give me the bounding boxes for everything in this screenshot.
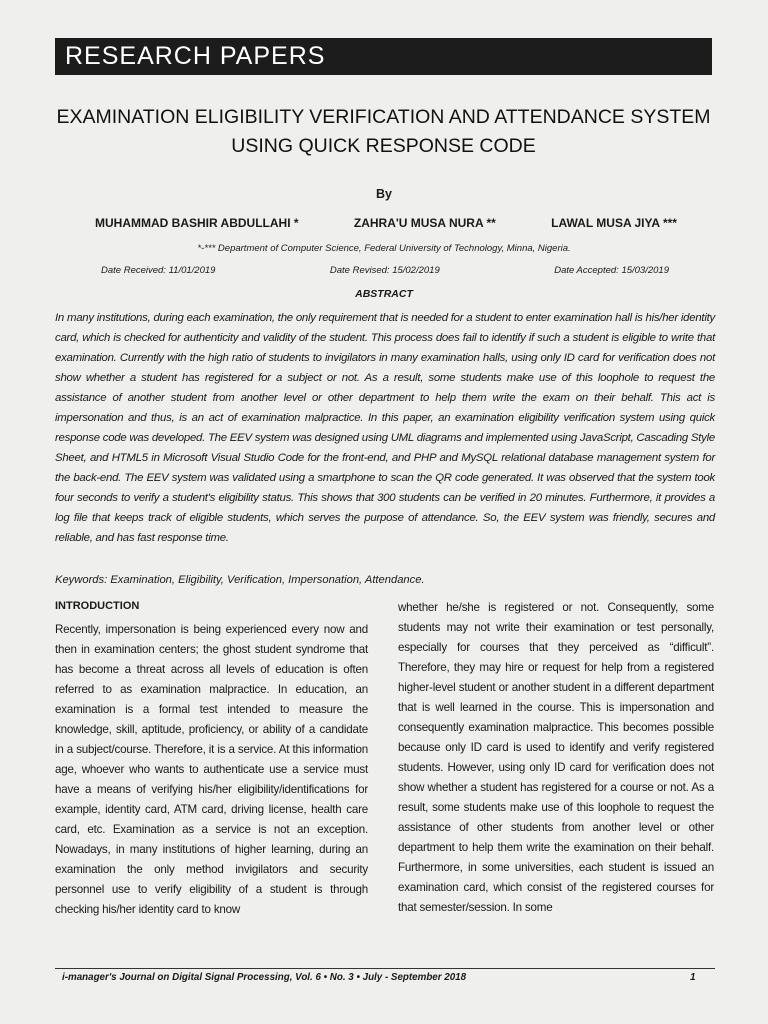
introduction-left-column: Recently, impersonation is being experienced every now and then in examination centers; the ghost student syndrome that has become a threat across all levels of education is often referred to as examination malpractice. In education, an examination is a formal test intended to measure the knowledge, skill, aptitude, proficiency, or ability of a candidate in a subject/course. Therefore, it is a service. At this information age, whoever who wants to authenticate use a service must have a means of verifying his/her eligibility/identifications for example, identity card, ATM card, driving license, health care card, etc. Examination as a service is not an exception. Nowadays, in many institutions of higher learning, during an examination the only method invigilators and security personnel use to verify eligibility of a student is through checking his/her identity card to know <box>55 623 368 916</box>
abstract-text: In many institutions, during each examination, the only requirement that is needed for a student to enter examination hall is his/her identity card, which is checked for authenticity and validity of the student. This process does fail to identify if such a student is eligible to write that examination. Currently with the high ratio of students to invigilators in many examination halls, using only ID card for verification does not show whether a student has registered for a subject or not. As a result, some students make use of this loophole to request the assistance of another student from another level or other department to help them write the exam on their behalf. This act is impersonation and thus, is an act of examination malpractice. In this paper, an examination eligibility verification system using quick response code was developed. The EEV system was designed using UML diagrams and implemented using JavaScript, Cascading Style Sheet, and HTML5 in Microsoft Visual Studio Code for the front-end, and PHP and MySQL relational database management system for the back-end. The EEV system was validated using a smartphone to scan the QR code generated. It was observed that the system took four seconds to verify a student's eligibility status. This shows that 300 students can be verified in 20 minutes. Furthermore, it provides a log file that keeps track of eligible students, which serves the purpose of attendance. So, the EEV system was friendly, secures and reliable, and has fast response time. <box>55 312 715 544</box>
affiliation: *-*** Department of Computer Science, Federal University of Technology, Minna, Nigeria. <box>197 243 571 254</box>
keywords: Keywords: Examination, Eligibility, Verification, Impersonation, Attendance. <box>55 574 425 586</box>
section-banner: RESEARCH PAPERS <box>55 38 712 75</box>
author-1: MUHAMMAD BASHIR ABDULLAHI * <box>95 216 299 230</box>
footer-divider <box>55 968 715 969</box>
abstract-heading: ABSTRACT <box>355 288 413 300</box>
page-number: 1 <box>690 972 696 983</box>
author-3: LAWAL MUSA JIYA *** <box>551 216 677 230</box>
date-received: Date Received: 11/01/2019 <box>101 265 216 276</box>
introduction-right-column: whether he/she is registered or not. Consequently, some students may not write their examination or test personally, especially for courses that they perceived as “difficult”. Therefore, they may hire or request for help from a registered higher-level student or another student in a different department that is well learned in the course. This is impersonation and consequently examination malpractice. This becomes possible because only ID card is used to identify and verify registered students. However, using only ID card for verification does not show whether a student has registered for a course or not. As a result, some students make use of this loophole to request the assistance of other students from another level or other department to help them write the examination on their behalf. Furthermore, in some universities, each student is issued an examination card, which consist of the registered courses for that semester/session. In some <box>398 601 714 914</box>
author-2: ZAHRA'U MUSA NURA ** <box>353 216 496 230</box>
by-label: By <box>376 187 392 201</box>
paper-title: EXAMINATION ELIGIBILITY VERIFICATION AND ATTENDANCE SYSTEM USING QUICK RESPONSE CODE <box>56 106 711 157</box>
journal-footer: i-manager's Journal on Digital Signal Processing, Vol. 6 • No. 3 • July - September 2018 <box>62 972 467 983</box>
date-line <box>101 265 669 276</box>
date-revised: Date Revised: 15/02/2019 <box>329 265 440 276</box>
introduction-heading: INTRODUCTION <box>55 600 140 612</box>
date-accepted: Date Accepted: 15/03/2019 <box>554 265 669 276</box>
author-list <box>95 216 677 230</box>
